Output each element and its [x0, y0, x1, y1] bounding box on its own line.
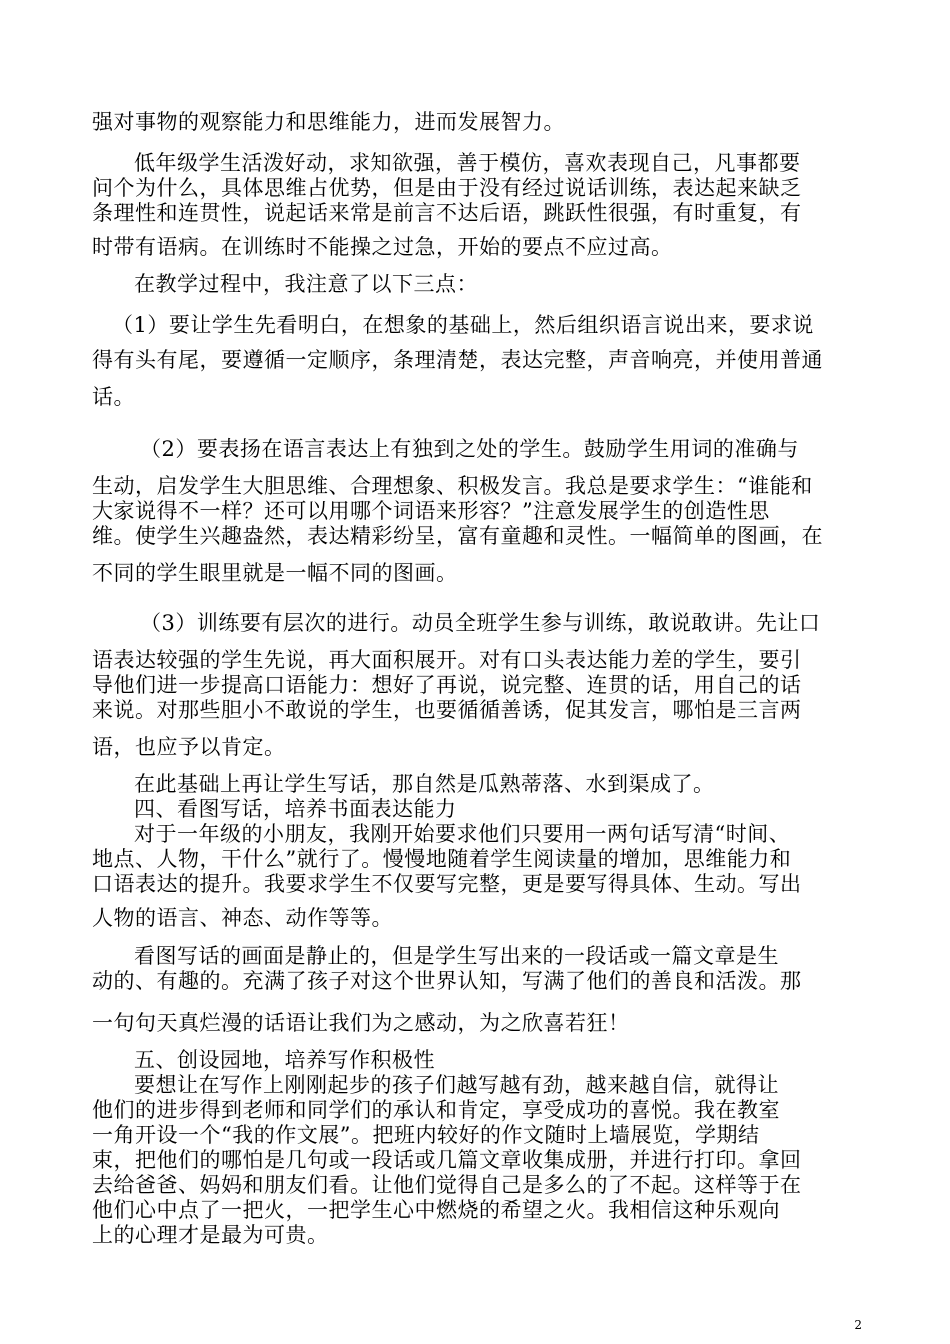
text-line: 得有头有尾，要遵循一定顺序，条理清楚，表达完整，声音响亮，并使用普通 [92, 348, 823, 372]
text-line: 大家说得不一样？还可以用哪个词语来形容？”注意发展学生的创造性思 [92, 499, 770, 523]
section-heading: 四、看图写话，培养书面表达能力 [134, 797, 457, 821]
section-heading: 五、创设园地，培养写作积极性 [134, 1048, 435, 1072]
text-line: 话。 [92, 385, 135, 409]
text-line: 看图写话的画面是静止的，但是学生写出来的一段话或一篇文章是生 [134, 944, 779, 968]
text-line: 生动，启发学生大胆思维、合理想象、积极发言。我总是要求学生：“谁能和 [92, 474, 813, 498]
text-line: 人物的语言、神态、动作等等。 [92, 906, 393, 930]
text-line: 问个为什么，具体思维占优势，但是由于没有经过说话训练，表达起来缺乏 [92, 176, 802, 200]
text-line: （2）要表扬在语言表达上有独到之处的学生。鼓励学生用词的准确与 [140, 437, 799, 461]
text-line: 去给爸爸、妈妈和朋友们看。让他们觉得自己是多么的了不起。这样等于在 [92, 1173, 802, 1197]
text-line: 口语表达的提升。我要求学生不仅要写完整，更是要写得具体、生动。写出 [92, 872, 802, 896]
text-line: 地点、人物，干什么”就行了。慢慢地随着学生阅读量的增加，思维能力和 [92, 847, 792, 871]
text-line: 一角开设一个“我的作文展”。把班内较好的作文随时上墙展览，学期结 [92, 1123, 760, 1147]
text-line: 他们心中点了一把火，一把学生心中燃烧的希望之火。我相信这种乐观向 [92, 1198, 780, 1222]
text-line: 在教学过程中，我注意了以下三点： [134, 272, 478, 296]
page-number: 2 [854, 1318, 862, 1332]
text-line: 导他们进一步提高口语能力：想好了再说，说完整、连贯的话，用自己的话 [92, 673, 802, 697]
text-line: （1）要让学生先看明白，在想象的基础上，然后组织语言说出来，要求说 [112, 313, 814, 337]
text-line: 他们的进步得到老师和同学们的承认和肯定，享受成功的喜悦。我在教室 [92, 1098, 780, 1122]
text-line: 低年级学生活泼好动，求知欲强，善于模仿，喜欢表现自己，凡事都要 [134, 151, 801, 175]
text-line: 语，也应予以肯定。 [92, 735, 286, 759]
text-line: 条理性和连贯性，说起话来常是前言不达后语，跳跃性很强，有时重复，有 [92, 201, 802, 225]
text-line: 对于一年级的小朋友，我刚开始要求他们只要用一两句话写清“时间、 [134, 822, 791, 846]
text-line: 上的心理才是最为可贵。 [92, 1223, 329, 1247]
text-line: 强对事物的观察能力和思维能力，进而发展智力。 [92, 110, 565, 134]
text-line: 来说。对那些胆小不敢说的学生，也要循循善诱，促其发言，哪怕是三言两 [92, 698, 802, 722]
text-line: 一句句天真烂漫的话语让我们为之感动，为之欣喜若狂！ [92, 1011, 630, 1035]
text-line: 维。使学生兴趣盎然，表达精彩纷呈，富有童趣和灵性。一幅简单的图画，在 [92, 524, 823, 548]
text-line: 在此基础上再让学生写话，那自然是瓜熟蒂落、水到渠成了。 [134, 772, 715, 796]
text-line: 时带有语病。在训练时不能操之过急，开始的要点不应过高。 [92, 235, 673, 259]
text-line: 语表达较强的学生先说，再大面积展开。对有口头表达能力差的学生，要引 [92, 648, 802, 672]
text-line: （3）训练要有层次的进行。动员全班学生参与训练，敢说敢讲。先让口 [140, 611, 821, 635]
text-line: 要想让在写作上刚刚起步的孩子们越写越有劲，越来越自信，就得让 [134, 1073, 779, 1097]
text-line: 束，把他们的哪怕是几句或一段话或几篇文章收集成册，并进行打印。拿回 [92, 1148, 802, 1172]
text-line: 动的、有趣的。充满了孩子对这个世界认知，写满了他们的善良和活泼。那 [92, 969, 802, 993]
text-line: 不同的学生眼里就是一幅不同的图画。 [92, 561, 458, 585]
